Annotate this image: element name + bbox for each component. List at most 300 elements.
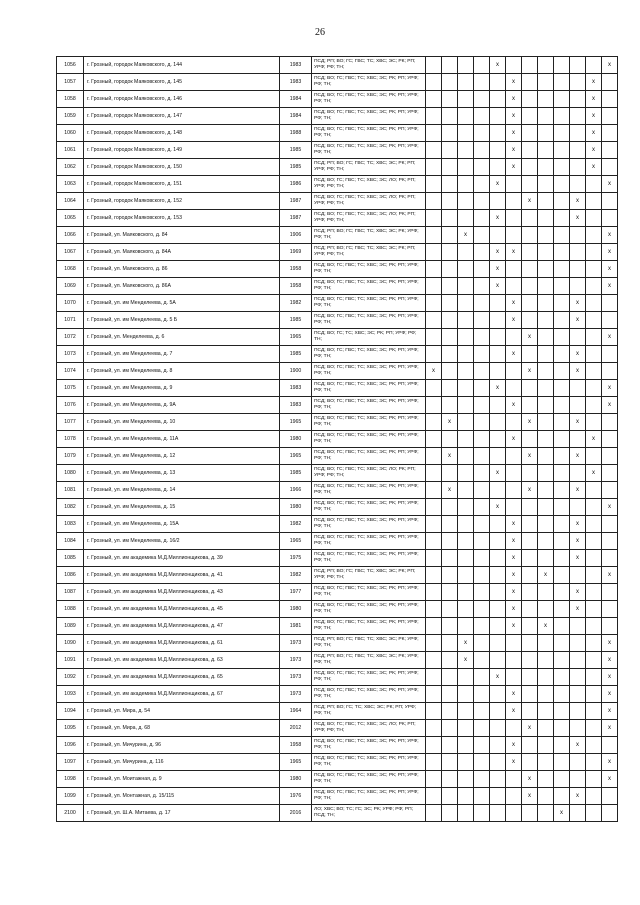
row-mark [442, 431, 458, 448]
row-mark [426, 516, 442, 533]
row-mark [538, 261, 554, 278]
row-mark [490, 533, 506, 550]
row-mark [458, 91, 474, 108]
table-row [57, 686, 618, 703]
table-row [57, 431, 618, 448]
row-year: 2016 [280, 805, 312, 822]
row-mark [570, 380, 586, 397]
row-services: ПСД; ВО; ГС; ГВС; ТС; ХВС; ЭС; РК; РП; УРФ; РФ; ТН; [312, 499, 426, 516]
table-row [57, 567, 618, 584]
row-mark: x [602, 720, 618, 737]
row-mark [442, 771, 458, 788]
row-mark [602, 193, 618, 210]
row-mark [442, 686, 458, 703]
row-mark: x [506, 516, 522, 533]
row-services: ПСД; РП; ВО; ГС; ГВС; ТС; ХВС; ЭС; РК; РП; УРФ; РФ; ТН; [312, 567, 426, 584]
row-mark [602, 414, 618, 431]
row-number: 1096 [57, 737, 84, 754]
row-mark [602, 805, 618, 822]
row-mark [506, 278, 522, 295]
row-number: 1066 [57, 227, 84, 244]
row-mark [426, 125, 442, 142]
table-row [57, 74, 618, 91]
row-mark: x [570, 448, 586, 465]
row-mark: x [602, 57, 618, 74]
row-mark: x [570, 788, 586, 805]
row-year: 1980 [280, 431, 312, 448]
row-mark [602, 431, 618, 448]
row-mark: x [506, 686, 522, 703]
row-mark [442, 737, 458, 754]
row-address: г. Грозный, городок Маяковского, д. 153 [84, 210, 280, 227]
row-mark [538, 74, 554, 91]
row-mark: x [506, 295, 522, 312]
row-year: 1985 [280, 142, 312, 159]
row-mark [570, 635, 586, 652]
row-mark [490, 159, 506, 176]
row-address: г. Грозный, ул. им Менделеева, д. 9А [84, 397, 280, 414]
table-row [57, 601, 618, 618]
row-mark [554, 176, 570, 193]
row-year: 1985 [280, 159, 312, 176]
row-mark [474, 771, 490, 788]
row-mark: x [586, 159, 602, 176]
row-mark [426, 482, 442, 499]
row-mark: x [602, 703, 618, 720]
row-mark [538, 720, 554, 737]
row-year: 1984 [280, 91, 312, 108]
row-mark [554, 261, 570, 278]
row-services: ПСД; ВО; ГС; ГВС; ТС; ХВС; ЭС; РК; РП; УРФ; РФ; ТН; [312, 533, 426, 550]
row-mark [490, 771, 506, 788]
row-year: 1965 [280, 448, 312, 465]
row-mark [490, 125, 506, 142]
row-mark [538, 754, 554, 771]
row-mark [426, 686, 442, 703]
row-address: г. Грозный, ул. им академика М.Д.Миллионщикова, д. 65 [84, 669, 280, 686]
row-mark [602, 142, 618, 159]
row-mark [426, 805, 442, 822]
row-address: г. Грозный, ул. Маяковского, д. 86 [84, 261, 280, 278]
row-mark: x [458, 652, 474, 669]
row-mark: x [522, 329, 538, 346]
row-mark [554, 720, 570, 737]
row-year: 1965 [280, 329, 312, 346]
row-mark [458, 380, 474, 397]
row-year: 1980 [280, 601, 312, 618]
row-mark: x [506, 244, 522, 261]
row-services: ПСД; ВО; ГС; ГВС; ТС; ХВС; ЭС; РК; РП; УРФ; РФ; ТН; [312, 346, 426, 363]
row-mark [586, 346, 602, 363]
row-number: 1069 [57, 278, 84, 295]
row-mark: x [506, 159, 522, 176]
row-mark [490, 584, 506, 601]
row-mark [554, 584, 570, 601]
table-row [57, 210, 618, 227]
table-row [57, 618, 618, 635]
row-mark [458, 176, 474, 193]
row-mark [506, 57, 522, 74]
row-mark: x [586, 142, 602, 159]
row-mark [522, 805, 538, 822]
row-address: г. Грозный, ул. им Менделеева, д. 15 [84, 499, 280, 516]
row-mark [538, 397, 554, 414]
row-mark [602, 346, 618, 363]
row-mark [474, 261, 490, 278]
row-mark [442, 125, 458, 142]
row-mark [490, 431, 506, 448]
row-mark: x [586, 125, 602, 142]
row-mark [442, 754, 458, 771]
row-mark [522, 550, 538, 567]
row-mark [490, 142, 506, 159]
table-row [57, 295, 618, 312]
row-mark [554, 652, 570, 669]
row-mark: x [506, 108, 522, 125]
row-services: ПСД; ВО; ГС; ТС; ХВС; ЭС; РК; РП; УРФ; РФ; ТН; [312, 329, 426, 346]
row-mark [474, 737, 490, 754]
row-mark [522, 91, 538, 108]
row-mark [586, 499, 602, 516]
row-mark [458, 261, 474, 278]
row-mark [570, 805, 586, 822]
row-year: 1982 [280, 295, 312, 312]
row-mark [602, 788, 618, 805]
row-mark [506, 499, 522, 516]
row-mark [570, 329, 586, 346]
row-mark: x [506, 550, 522, 567]
row-address: г. Грозный, городок Маяковского, д. 146 [84, 91, 280, 108]
row-address: г. Грозный, ул. Мира, д. 68 [84, 720, 280, 737]
row-mark [442, 193, 458, 210]
row-address: г. Грозный, ул. им Менделеева, д. 16/2 [84, 533, 280, 550]
row-services: ПСД; ВО; ГС; ГВС; ТС; ХВС; ЭС; РК; РП; УРФ; РФ; ТН; [312, 91, 426, 108]
row-mark [474, 652, 490, 669]
row-mark [570, 261, 586, 278]
row-mark: x [602, 329, 618, 346]
row-mark [586, 703, 602, 720]
row-mark [474, 397, 490, 414]
row-mark [474, 57, 490, 74]
row-mark [490, 91, 506, 108]
row-mark: x [602, 652, 618, 669]
row-address: г. Грозный, ул. им Менделеева, д. 14 [84, 482, 280, 499]
row-mark [586, 550, 602, 567]
row-services: ПСД; ВО; ГС; ГВС; ТС; ХВС; ЭС; РК; РП; УРФ; РФ; ТН; [312, 142, 426, 159]
row-mark [538, 584, 554, 601]
row-address: г. Грозный, ул. Мира, д. 54 [84, 703, 280, 720]
row-mark: x [602, 176, 618, 193]
row-mark [602, 516, 618, 533]
row-mark [586, 720, 602, 737]
row-mark [586, 567, 602, 584]
row-mark [474, 176, 490, 193]
row-mark [586, 210, 602, 227]
row-mark [458, 686, 474, 703]
row-mark [570, 686, 586, 703]
row-mark [538, 227, 554, 244]
row-mark [586, 584, 602, 601]
row-mark [554, 210, 570, 227]
row-mark [522, 567, 538, 584]
row-address: г. Грозный, ул. Мичурина, д. 96 [84, 737, 280, 754]
row-mark [442, 550, 458, 567]
row-mark [522, 601, 538, 618]
row-mark [522, 346, 538, 363]
row-mark [554, 278, 570, 295]
row-mark [474, 346, 490, 363]
row-mark: x [602, 635, 618, 652]
row-mark [586, 329, 602, 346]
row-services: ПСД; ВО; ГС; ГВС; ТС; ХВС; ЭС; ЛО; РК; РП; УРФ; РФ; ТН; [312, 465, 426, 482]
row-number: 1073 [57, 346, 84, 363]
row-mark [586, 771, 602, 788]
row-mark [586, 380, 602, 397]
row-mark [538, 176, 554, 193]
row-address: г. Грозный, ул. им академика М.Д.Миллионщикова, д. 43 [84, 584, 280, 601]
table-row [57, 278, 618, 295]
row-year: 2012 [280, 720, 312, 737]
row-number: 1097 [57, 754, 84, 771]
row-mark [602, 363, 618, 380]
row-year: 1965 [280, 533, 312, 550]
row-mark: x [490, 278, 506, 295]
row-number: 1080 [57, 465, 84, 482]
table-row [57, 720, 618, 737]
row-mark [538, 669, 554, 686]
row-mark: x [522, 482, 538, 499]
row-mark [522, 669, 538, 686]
row-address: г. Грозный, городок Маяковского, д. 152 [84, 193, 280, 210]
row-year: 1983 [280, 57, 312, 74]
row-year: 1987 [280, 210, 312, 227]
row-mark [554, 754, 570, 771]
row-services: ПСД; ВО; ГС; ГВС; ТС; ХВС; ЭС; РК; РП; УРФ; РФ; ТН; [312, 74, 426, 91]
row-mark [554, 363, 570, 380]
row-number: 2100 [57, 805, 84, 822]
row-mark: x [586, 91, 602, 108]
row-mark [458, 550, 474, 567]
row-mark [458, 142, 474, 159]
row-mark [522, 635, 538, 652]
row-mark [490, 482, 506, 499]
row-mark [474, 244, 490, 261]
row-number: 1088 [57, 601, 84, 618]
row-mark [538, 278, 554, 295]
row-year: 1906 [280, 227, 312, 244]
row-mark [522, 244, 538, 261]
row-number: 1093 [57, 686, 84, 703]
row-address: г. Грозный, ул. им Менделеева, д. 8 [84, 363, 280, 380]
row-mark [442, 618, 458, 635]
row-mark: x [506, 346, 522, 363]
row-mark [602, 618, 618, 635]
row-services: ПСД; ВО; ГС; ГВС; ТС; ХВС; ЭС; РК; РП; УРФ; РФ; ТН; [312, 397, 426, 414]
row-mark [554, 142, 570, 159]
row-year: 1981 [280, 618, 312, 635]
row-mark [602, 210, 618, 227]
row-mark [458, 193, 474, 210]
row-mark [474, 210, 490, 227]
row-mark [554, 346, 570, 363]
row-number: 1058 [57, 91, 84, 108]
row-mark [442, 703, 458, 720]
row-mark [458, 346, 474, 363]
row-mark [474, 278, 490, 295]
row-services: ПСД; ВО; ГС; ГВС; ТС; ХВС; ЭС; РК; РП; УРФ; РФ; ТН; [312, 380, 426, 397]
row-mark [490, 720, 506, 737]
row-mark [586, 805, 602, 822]
row-mark [570, 176, 586, 193]
row-mark [458, 601, 474, 618]
row-mark [602, 74, 618, 91]
row-mark: x [602, 380, 618, 397]
row-year: 1977 [280, 584, 312, 601]
row-mark [554, 482, 570, 499]
row-mark [458, 567, 474, 584]
row-mark [474, 618, 490, 635]
row-address: г. Грозный, ул. им Менделеева, д. 12 [84, 448, 280, 465]
row-mark [490, 567, 506, 584]
row-mark [570, 397, 586, 414]
table-row [57, 550, 618, 567]
row-mark: x [506, 567, 522, 584]
row-mark: x [522, 363, 538, 380]
row-year: 1982 [280, 516, 312, 533]
row-year: 1975 [280, 550, 312, 567]
row-address: г. Грозный, ул. Менделеева, д. 6 [84, 329, 280, 346]
row-number: 1094 [57, 703, 84, 720]
row-mark [506, 482, 522, 499]
table-row [57, 805, 618, 822]
row-services: ПСД; ВО; ГС; ГВС; ТС; ХВС; ЭС; РК; РП; УРФ; РФ; ТН; [312, 278, 426, 295]
row-mark [458, 159, 474, 176]
row-mark: x [570, 312, 586, 329]
row-mark: x [570, 346, 586, 363]
row-mark [522, 584, 538, 601]
row-mark [506, 210, 522, 227]
row-services: ПСД; РП; ВО; ГС; ГВС; ТС; ХВС; ЭС; РК; РП; УРФ; РФ; ТН; [312, 159, 426, 176]
table-row [57, 482, 618, 499]
row-mark: x [522, 448, 538, 465]
row-number: 1074 [57, 363, 84, 380]
row-services: ПСД; ВО; ГС; ГВС; ТС; ХВС; ЭС; РК; РП; УРФ; РФ; ТН; [312, 737, 426, 754]
row-mark: x [506, 312, 522, 329]
row-mark [458, 720, 474, 737]
row-mark [538, 312, 554, 329]
row-mark [490, 193, 506, 210]
row-mark [554, 567, 570, 584]
row-mark [490, 363, 506, 380]
table-row [57, 91, 618, 108]
row-mark [442, 159, 458, 176]
row-mark [586, 635, 602, 652]
row-year: 1965 [280, 414, 312, 431]
row-mark [442, 142, 458, 159]
row-mark [586, 244, 602, 261]
row-mark [538, 210, 554, 227]
row-mark [426, 108, 442, 125]
row-mark [458, 805, 474, 822]
row-mark [570, 159, 586, 176]
row-address: г. Грозный, ул. им Менделеева, д. 5 Б [84, 312, 280, 329]
row-mark [522, 652, 538, 669]
row-mark [474, 227, 490, 244]
row-mark [426, 499, 442, 516]
row-mark [458, 754, 474, 771]
row-mark [474, 125, 490, 142]
table-row [57, 465, 618, 482]
row-mark [570, 108, 586, 125]
row-address: г. Грозный, ул. им Менделеева, д. 7 [84, 346, 280, 363]
row-mark [490, 635, 506, 652]
row-year: 1980 [280, 771, 312, 788]
row-mark [442, 397, 458, 414]
row-number: 1063 [57, 176, 84, 193]
row-mark: x [442, 482, 458, 499]
row-mark [586, 652, 602, 669]
row-mark [554, 227, 570, 244]
row-mark: x [602, 278, 618, 295]
row-mark [554, 448, 570, 465]
row-mark [522, 380, 538, 397]
row-mark [490, 397, 506, 414]
row-mark [490, 448, 506, 465]
row-year: 1986 [280, 176, 312, 193]
row-mark [538, 635, 554, 652]
row-mark [458, 397, 474, 414]
row-mark [554, 91, 570, 108]
row-year: 1984 [280, 108, 312, 125]
row-mark [474, 550, 490, 567]
row-year: 1965 [280, 754, 312, 771]
row-mark [474, 159, 490, 176]
row-mark: x [490, 210, 506, 227]
row-services: ПСД; ВО; ГС; ГВС; ТС; ХВС; ЭС; ЛО; РК; РП; УРФ; РФ; ТН; [312, 176, 426, 193]
row-mark: x [570, 414, 586, 431]
row-mark [474, 465, 490, 482]
row-mark [602, 482, 618, 499]
row-address: г. Грозный, городок Маяковского, д. 144 [84, 57, 280, 74]
row-mark [586, 176, 602, 193]
row-address: г. Грозный, ул. им Менделеева, д. 13 [84, 465, 280, 482]
row-mark: x [522, 414, 538, 431]
row-mark [554, 533, 570, 550]
row-mark [554, 414, 570, 431]
row-mark [570, 74, 586, 91]
row-number: 1083 [57, 516, 84, 533]
row-mark [586, 261, 602, 278]
row-year: 1985 [280, 312, 312, 329]
row-year: 1983 [280, 380, 312, 397]
row-year: 1983 [280, 74, 312, 91]
row-mark [538, 431, 554, 448]
row-mark [426, 584, 442, 601]
row-address: г. Грозный, ул. им Менделеева, д. 5А [84, 295, 280, 312]
row-mark [442, 499, 458, 516]
row-number: 1076 [57, 397, 84, 414]
row-number: 1071 [57, 312, 84, 329]
row-mark: x [506, 703, 522, 720]
row-address: г. Грозный, ул. Монтажная, д. 15/115 [84, 788, 280, 805]
row-mark [458, 278, 474, 295]
row-mark [538, 652, 554, 669]
row-number: 1065 [57, 210, 84, 227]
row-mark [426, 346, 442, 363]
row-mark [426, 788, 442, 805]
table-row [57, 329, 618, 346]
row-mark [490, 74, 506, 91]
